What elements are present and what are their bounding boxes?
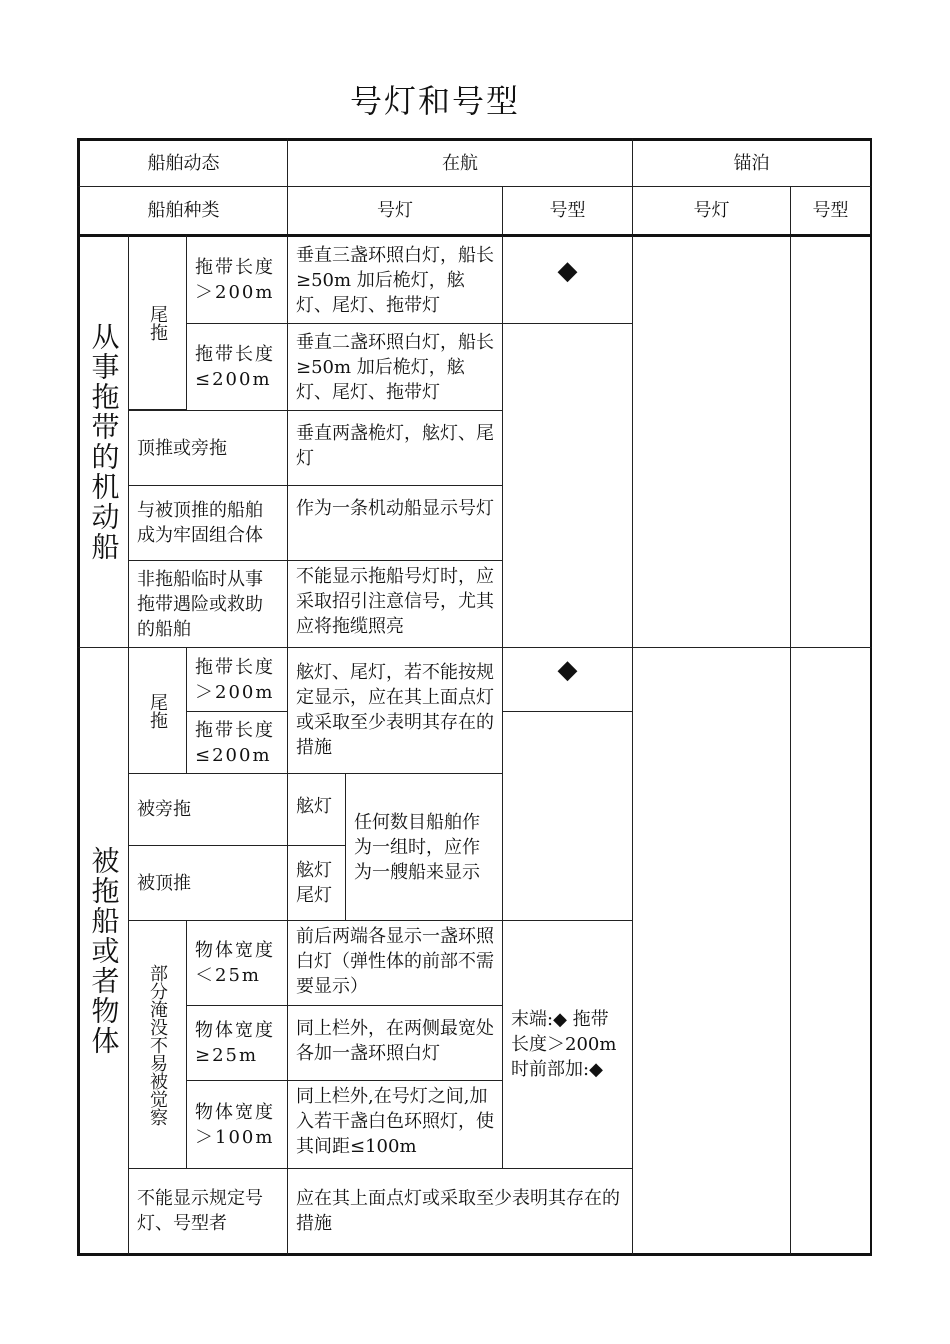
towing-anchor-light: [632, 234, 791, 648]
header-ship-type: 船舶种类: [77, 186, 288, 235]
towed-len-le-200: 拖带长度≤200m: [186, 711, 288, 774]
towed-stern-tow: 尾拖: [128, 647, 187, 774]
towed-group-note: 任何数目船舶作为一组时，应作为一艘船来显示: [345, 773, 503, 921]
towing-rigid-unit: 与被顶推的船舶成为牢固组合体: [128, 485, 288, 561]
towing-shape-empty: [502, 323, 633, 648]
towed-shape-empty: [502, 711, 633, 921]
towing-shape-cell: [502, 234, 633, 324]
towing-len-le-200: 拖带长度≤200m: [186, 323, 288, 411]
towed-cannot-show-light: 应在其上面点灯或采取至少表明其存在的措施: [287, 1168, 633, 1256]
header-shape: 号型: [502, 186, 633, 235]
towed-width-gt-100: 物体宽度＞100m: [186, 1080, 288, 1169]
towing-len-gt-200: 拖带长度＞200m: [186, 234, 288, 324]
header-anchor-light: 号灯: [632, 186, 791, 235]
header-light: 号灯: [287, 186, 503, 235]
towing-push-or-alongside: 顶推或旁拖: [128, 410, 288, 486]
page-title: 号灯和号型: [349, 82, 520, 120]
towed-alongside: 被旁拖: [128, 773, 288, 846]
towed-sub-shape: 末端:◆ 拖带长度＞200m 时前部加:◆: [502, 920, 633, 1169]
towed-group-label: 被拖船或者物体: [77, 647, 129, 1256]
towed-width-lt-25: 物体宽度＜25m: [186, 920, 288, 1006]
towed-pushed: 被顶推: [128, 845, 288, 921]
towed-alongside-light: 舷灯: [287, 773, 346, 846]
towing-group-label: 从事拖带的机动船: [77, 234, 129, 648]
towed-anchor-shape: [790, 647, 872, 1256]
header-underway: 在航: [287, 138, 633, 187]
towing-light-gt-200: 垂直三盏环照白灯，船长≥50m 加后桅灯，舷灯、尾灯、拖带灯: [287, 234, 503, 324]
towing-push-light: 垂直两盏桅灯，舷灯、尾灯: [287, 410, 503, 486]
diamond-shape-icon: ◆: [557, 655, 578, 685]
towing-anchor-shape: [790, 234, 872, 648]
towing-emergency-light: 不能显示拖船号灯时，应采取招引注意信号，尤其应将拖缆照亮: [287, 560, 503, 648]
towed-sub-light-3: 同上栏外,在号灯之间,加入若干盏白色环照灯，使其间距≤100m: [287, 1080, 503, 1169]
towed-len-gt-200: 拖带长度＞200m: [186, 647, 288, 712]
towed-submerged: 部分淹没不易被觉察: [128, 920, 187, 1169]
towed-pushed-light: 舷灯尾灯: [287, 845, 346, 921]
towing-light-le-200: 垂直二盏环照白灯，船长≥50m 加后桅灯，舷灯、尾灯、拖带灯: [287, 323, 503, 411]
towed-cannot-show: 不能显示规定号灯、号型者: [128, 1168, 288, 1256]
diamond-shape-icon: ◆: [557, 256, 578, 286]
towed-width-ge-25: 物体宽度≥25m: [186, 1005, 288, 1081]
header-ship-status: 船舶动态: [77, 138, 288, 187]
towing-emergency: 非拖船临时从事拖带遇险或救助的船舶: [128, 560, 288, 648]
towed-sub-light-1: 前后两端各显示一盏环照白灯（弹性体的前部不需要显示）: [287, 920, 503, 1006]
towing-rigid-light: 作为一条机动船显示号灯: [287, 485, 503, 561]
towed-sub-light-2: 同上栏外，在两侧最宽处各加一盏环照白灯: [287, 1005, 503, 1081]
header-anchored: 锚泊: [632, 138, 872, 187]
towed-stern-light: 舷灯、尾灯，若不能按规定显示，应在其上面点灯或采取至少表明其存在的措施: [287, 647, 503, 774]
towing-stern-tow: 尾拖: [128, 234, 187, 410]
header-anchor-shape: 号型: [790, 186, 872, 235]
towed-shape-cell: [502, 647, 633, 712]
towed-anchor-light: [632, 647, 791, 1256]
